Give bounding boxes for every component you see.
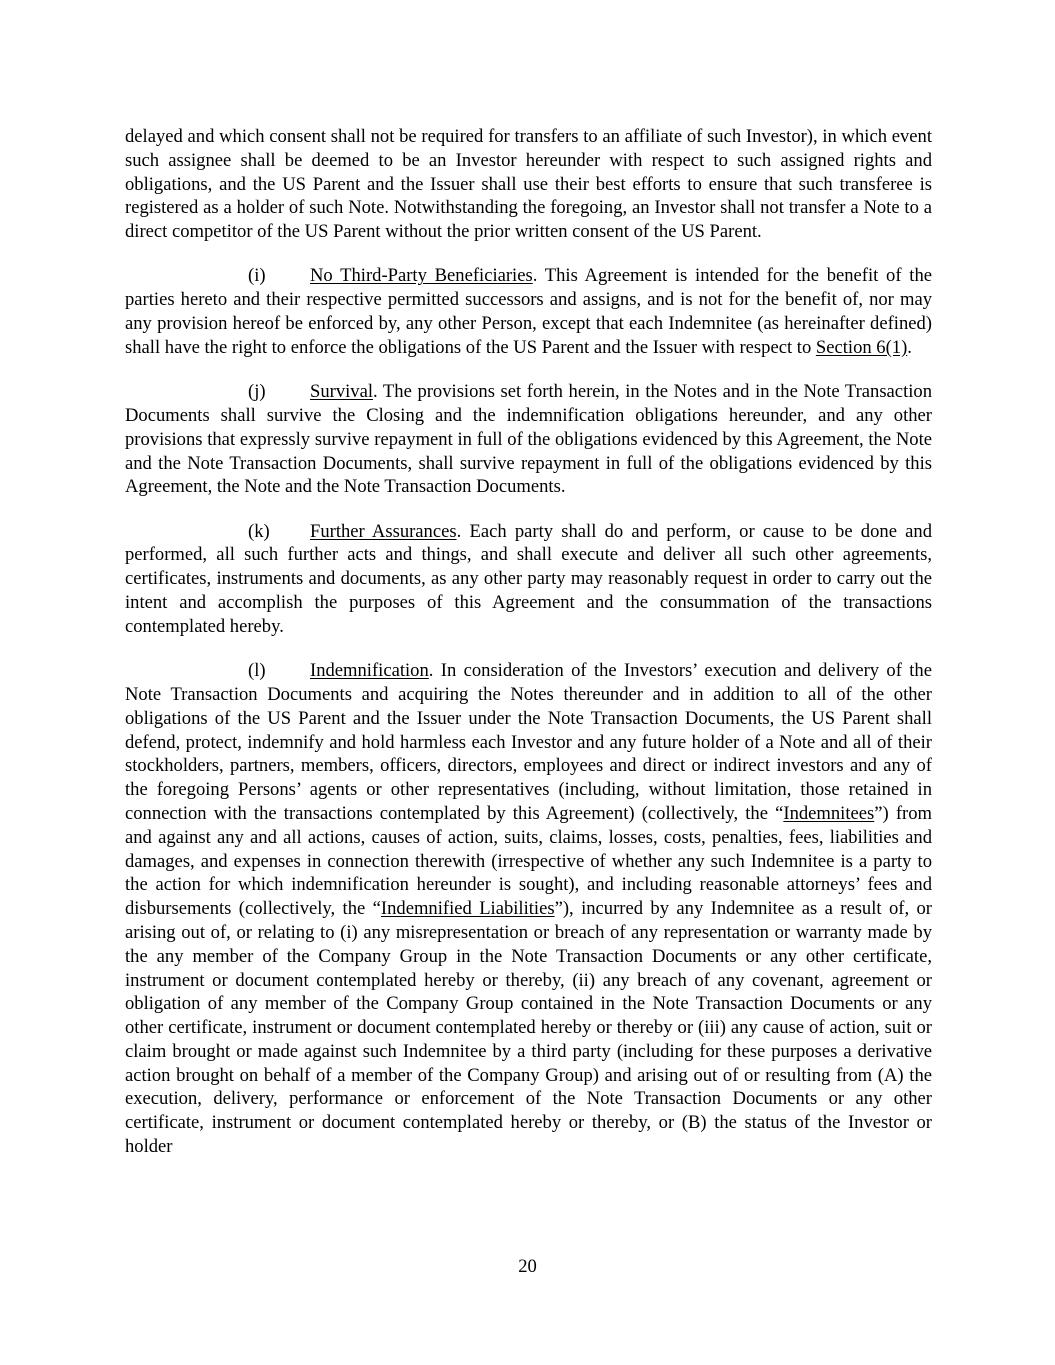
section-number: (k) bbox=[248, 520, 270, 542]
paragraph-text: . In consideration of the Investors’ execution and delivery of the Note Transaction Documents and acquiring the Notes thereunder and in addition to all of the other obligations of the US Parent and the Issuer under the Note Transaction Documents, the US Parent shall defend, protect, indemnify and hold harmless each Investor and any future holder of a Note and all of their stockholders, partners, members, officers, directors, employees and direct or indirect investors and any of the foregoing Persons’ agents or other representatives (including, without limitation, those retained in connection with the transactions contemplated by this Agreement) (collectively, the “ bbox=[125, 660, 932, 824]
section-heading: No Third-Party Beneficiaries bbox=[310, 265, 533, 287]
section-number: (j) bbox=[248, 381, 266, 403]
document-page bbox=[125, 125, 932, 1179]
paragraph-text: delayed and which consent shall not be required for transfers to an affiliate of such Investor), in which event such assignee shall be deemed to be an Investor hereunder with respect to such assigned rights and obligations, and the US Parent and the Issuer shall use their best efforts to ensure that such transferee is registered as a holder of such Note. Notwithstanding the foregoing, an Investor shall not transfer a Note to a direct competitor of the US Parent without the prior written consent of the US Parent. bbox=[125, 126, 932, 243]
paragraph-j-survival bbox=[125, 380, 932, 499]
section-number: (i) bbox=[248, 265, 266, 287]
paragraph-text: . The provisions set forth herein, in the Notes and in the Note Transaction Documents shall survive the Closing and the indemnification obligations hereunder, and any other provisions that expressly survive repayment in full of the obligations evidenced by this Agreement, the Note and the Note Transaction Documents, shall survive repayment in full of the obligations evidenced by this Agreement, the Note and the Note Transaction Documents. bbox=[125, 381, 932, 498]
paragraph-text-end: . bbox=[907, 336, 912, 358]
paragraph-text: ”) from and against any and all actions, causes of action, suits, claims, losses, costs, penalties, fees, liabilities and damages, and expenses in connection therewith (irrespective of whether any such Indemnitee is a party to the action for which indemnification hereunder is sought), and including reasonable attorneys’ fees and disbursements (collectively, the “ bbox=[125, 802, 932, 920]
section-heading: Further Assurances bbox=[310, 520, 457, 542]
defined-term-indemnified-liabilities: Indemnified Liabilities bbox=[380, 898, 555, 920]
paragraph-text: ”), incurred by any Indemnitee as a result of, or arising out of, or relating to (i) any misrepresentation or breach of any representation or warranty made by the any member of the Company Group in the Note Transaction Documents or any other certificate, instrument or document contemplated hereby or thereby, (ii) any breach of any covenant, agreement or obligation of any member of the Company Group contained in the Note Transaction Documents or any other certificate, instrument or document contemplated hereby or thereby or (iii) any cause of action, suit or claim brought or made against such Indemnitee by a third party (including for these purposes a derivative action brought on behalf of a member of the Company Group) and arising out of or resulting from (A) the execution, delivery, performance or enforcement of the Note Transaction Documents or any other certificate, instrument or document contemplated hereby or thereby, or (B) the status of the Investor or holder bbox=[125, 898, 932, 1158]
paragraph-i-no-third-party-beneficiaries bbox=[125, 264, 932, 359]
section-heading: Indemnification bbox=[310, 660, 429, 682]
paragraph-k-further-assurances bbox=[125, 520, 932, 639]
section-reference: Section 6(1) bbox=[815, 336, 908, 358]
paragraph-l-indemnification bbox=[125, 659, 932, 1159]
page-number: 20 bbox=[518, 1256, 537, 1277]
section-number: (l) bbox=[248, 660, 266, 682]
defined-term-indemnitees: Indemnitees bbox=[783, 802, 875, 824]
paragraph-text: . Each party shall do and perform, or cause to be done and performed, all such further acts and things, and shall execute and deliver all such other agreements, certificates, instruments and documents, as any other party may reasonably request in order to carry out the intent and accomplish the purposes of this Agreement and the consummation of the transactions contemplated hereby. bbox=[125, 520, 932, 637]
paragraph-text: . This Agreement is intended for the benefit of the parties hereto and their respective permitted successors and assigns, and is not for the benefit of, nor may any provision hereof be enforced by, any other Person, except that each Indemnitee (as hereinafter defined) shall have the right to enforce the obligations of the US Parent and the Issuer with respect to bbox=[125, 265, 933, 358]
section-heading: Survival bbox=[310, 381, 374, 403]
paragraph-continuation bbox=[125, 125, 932, 244]
